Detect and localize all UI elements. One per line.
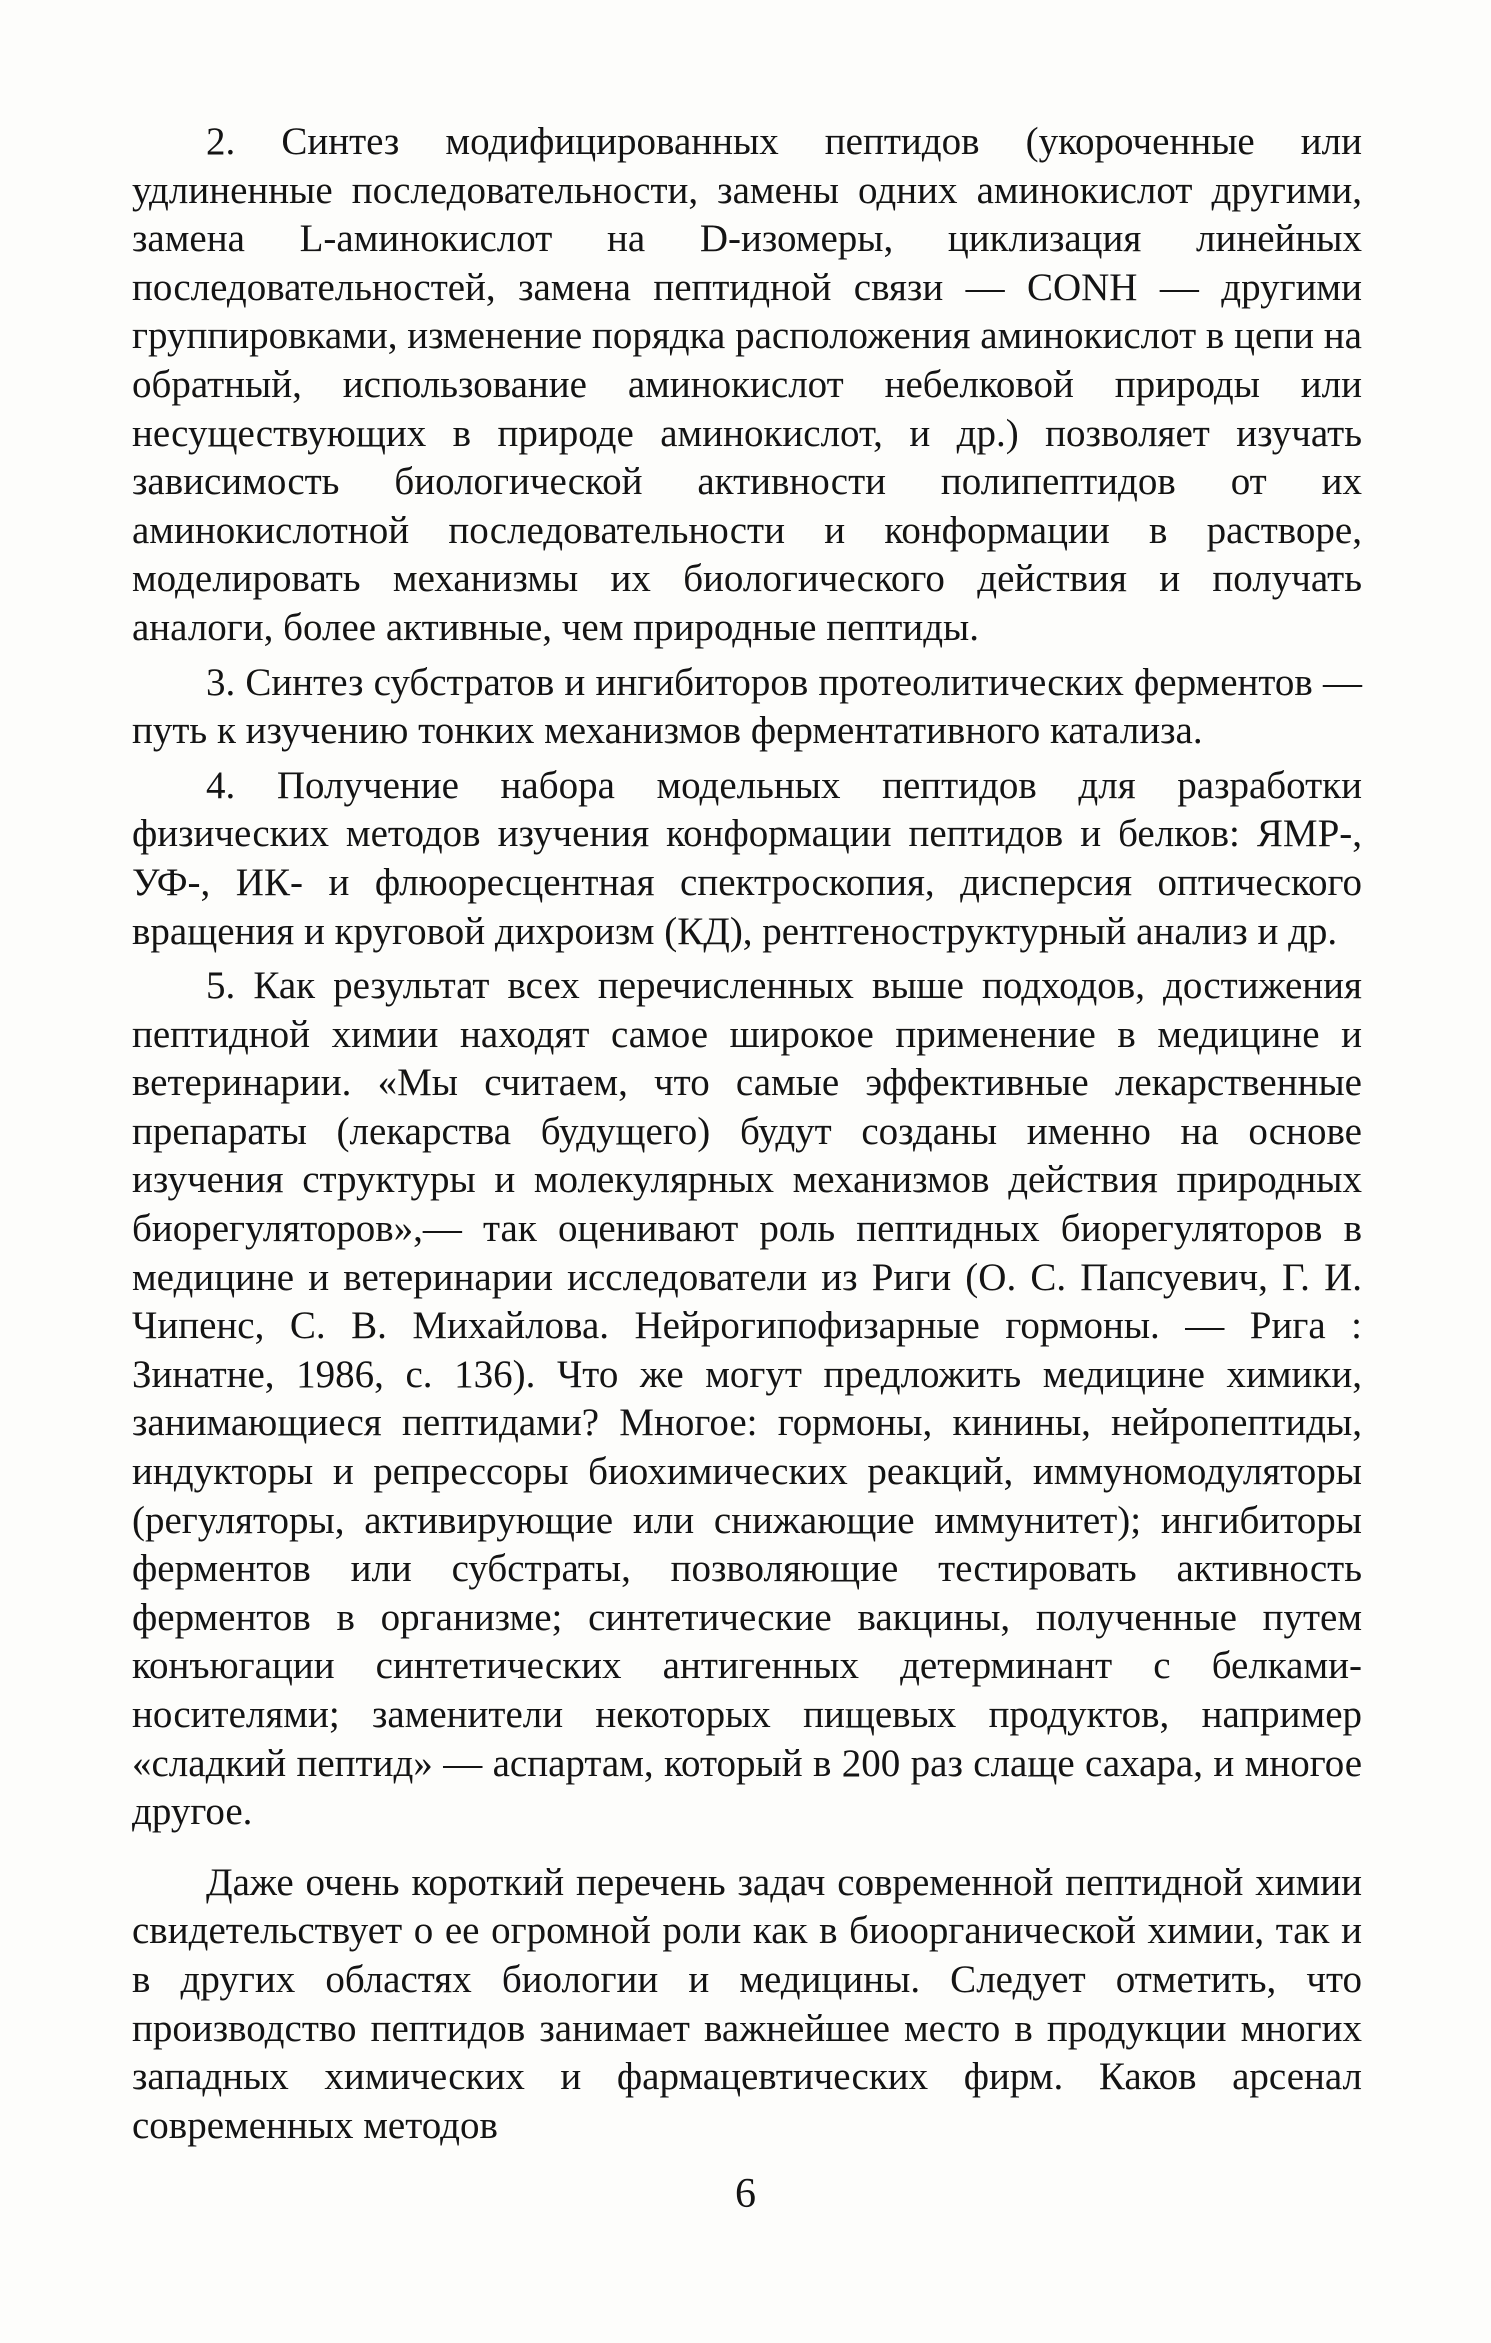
paragraph-item-3: 3. Синтез субстратов и ингибиторов протеолитических ферментов — путь к изучению тонких механизмов ферментативного катализа. bbox=[132, 660, 1362, 753]
paragraph-item-4: 4. Получение набора модельных пептидов для разработки физических методов изучения конформации пептидов и белков: ЯМР-, УФ-, ИК- и флюоресцентная спектроскопия, дисперсия оптического вращения и круговой дихроизм (КД), рентгеноструктурный анализ и др. bbox=[132, 763, 1362, 953]
paragraph-summary: Даже очень короткий перечень задач современной пептидной химии свидетельствует о ее огромной роли как в биоорганической химии, так и в других областях биологии и медицины. Следует отметить, что производство пептидов занимает важнейшее место в продукции многих западных химических и фармацевтических фирм. Каков арсенал современных методов bbox=[132, 1860, 1362, 2147]
page-number: 6 bbox=[735, 2171, 756, 2217]
paragraph-item-5: 5. Как результат всех перечисленных выше подходов, достижения пептидной химии находят самое широкое применение в медицине и ветеринарии. «Мы считаем, что самые эффективные лекарственные препараты (лекарства будущего) будут созданы именно на основе изучения структуры и молекулярных механизмов действия природных биорегуляторов»,— так оценивают роль пептидных биорегуляторов в медицине и ветеринарии исследователи из Риги (О. С. Папсуевич, Г. И. Чипенс, С. В. Михайлова. Нейрогипофизарные гормоны. — Рига : Зинатне, 1986, с. 136). Что же могут предложить медицине химики, занимающиеся пептидами? Многое: гормоны, кинины, нейропептиды, индукторы и репрессоры биохимических реакций, иммуномодуляторы (регуляторы, активирующие или снижающие иммунитет); ингибиторы ферментов или субстраты, позволяющие тестировать активность ферментов в организме; синтетические вакцины, полученные путем конъюгации синтетических антигенных детерминант с белками-носителями; заменители некоторых пищевых продуктов, например «сладкий пептид» — аспартам, который в 200 раз слаще сахара, и многое другое. bbox=[132, 964, 1362, 1834]
body-text bbox=[132, 118, 1362, 2150]
paragraph-item-2: 2. Синтез модифицированных пептидов (укороченные или удлиненные последовательности, замены одних аминокислот другими, замена L-аминокислот на D-изомеры, циклизация линейных последовательностей, замена пептидной связи — CONH — другими группировками, изменение порядка расположения аминокислот в цепи на обратный, использование аминокислот небелковой природы или несуществующих в природе аминокислот, и др.) позволяет изучать зависимость биологической активности полипептидов от их аминокислотной последовательности и конформации в растворе, моделировать механизмы их биологического действия и получать аналоги, более активные, чем природные пептиды. bbox=[132, 120, 1362, 649]
